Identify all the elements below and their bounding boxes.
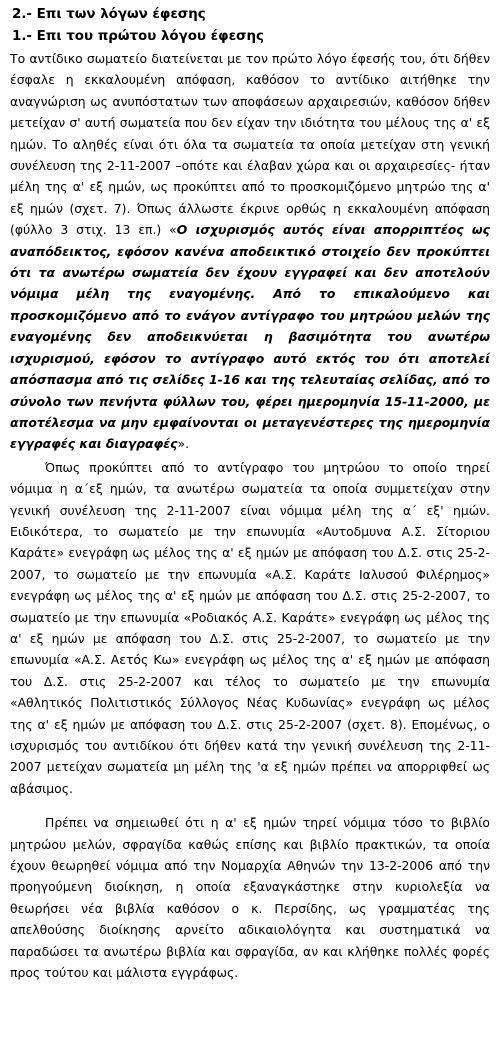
paragraph-books-note: Πρέπει να σημειωθεί ότι η α' εξ ημών τηρεί νόμιμα τόσο το βιβλίο μητρώου μελών, σφραγίδα καθώς επίσης και βιβλίο πρακτικών, τα οποία έχουν θεωρηθεί νόμιμα από την Νομαρχία Αθηνών την 13-2-2006 από την προηγούμενη διοίκηση, η οποία εξαναγκάστηκε στην κυριολεξία να θεωρήσει νέα βιβλία καθόσον ο κ. Περσίδης, ως γραμματέας της απελθούσης διοίκησης αρνείτο αδικαιολόγητα και συστηματικά να παραδώσει τα ανωτέρω βιβλία και σφραγίδα, αν και κλήθηκε πολλές φορές προς τούτου και μάλιστα εγγράφως.: [10, 815, 490, 981]
quote-close: ».: [177, 436, 190, 452]
paragraph-first-ground: [10, 48, 490, 455]
quoted-court-finding: Ο ισχυρισμός αυτός είναι απορριπτέος ως αναπόδεικτος, εφόσον κανένα αποδεικτικό στοιχείο δεν προκύπτει ότι τα ανωτέρω σωματεία δεν έχουν εγγραφεί και δεν αποτελούν νόμιμα μέλη της εναγομένης. Από το επικαλούμενο και προσκομιζόμενο από το ενάγον αντίγραφο του μητρώου μελών της εναγομένης δεν αποδεικνύεται η βασιμότητα του ανωτέρω ισχυρισμού, εφόσον το αντίγραφο αυτό εκτός του ότι αποτελεί απόσπασμα από τις σελίδες 1-16 και της τελευταίας σελίδας, από το σύνολο των πενήντα φύλλων του, φέρει ημερομηνία 15-11-2000, με αποτέλεσμα να μην εμφαίνονται οι μεταγενέστερες της ημερομηνία εγγραφές και διαγραφές: [10, 222, 490, 452]
paragraph-registry-evidence: Όπως προκύπτει από το αντίγραφο του μητρώου το οποίο τηρεί νόμιμα η α΄εξ ημών, τα ανωτέρω σωματεία τα οποία συμμετείχαν στην γενική συνέλευση της 2-11-2007 είναι νόμιμα μέλη της α΄ εξ' ημών. Ειδικότερα, το σωματείο με την επωνυμία «Αυτοδμυνα Α.Σ. Σίτοριου Καράτε» ενεγράφη ως μέλος της α' εξ ημών με απόφαση του Δ.Σ. στις 25-2-2007, το σωματείο με την επωνυμία «Α.Σ. Καράτε Ιαλυσού Φιλέρημος» ενεγράφη ως μέλος της α' εξ ημών με απόφαση του Δ.Σ. στις 25-2-2007, το σωματείο με την επωνυμία «Ροδιακός Α.Σ. Καράτε» ενεγράφη ως μέλος της α' εξ ημών με απόφαση του Δ.Σ. στις 25-2-2007, το σωματείο με την επωνυμία «Α.Σ. Αετός Κω» ενεγράφη ως μέλος της α' εξ ημών με απόφαση του Δ.Σ. στις 25-2-2007 και τέλος το σωματείο με την επωνυμία «Αθλητικός Πολιτιστικός Σύλλογος Νέας Κυδωνίας» ενεγράφη ως μέλος της α' εξ ημών με απόφαση του Δ.Σ. στις 25-2-2007 (σχετ. 8). Επομένως, ο ισχυρισμός του αντιδίκου ότι δήθεν κατά την γενική συνέλευση της 2-11-2007 μετείχαν σωματεία μη μέλη της 'α εξ ημών πρέπει να απορριφθεί ως αβάσιμος.: [10, 459, 490, 796]
paragraph-text: Το αντίδικο σωματείο διατείνεται με τον πρώτο λόγο έφεσής του, ότι δήθεν έσφαλε η εκκαλουμένη απόφαση, καθόσον το αντίδικο αιτήθηκε την αναγνώριση ως ανυπόστατων των αποφάσεων αρχαιρεσιών, καθόσον δήθεν μετείχαν σ' αυτή σωματεία που δεν είχαν την ιδιότητα του μέλους της α' εξ ημών. Το αληθές είναι ότι όλα τα σωματεία τα οποία μετείχαν στη γενική συνέλευση της 2-11-2007 –οπότε και έλαβαν χώρα και οι αρχαιρεσίες- ήταν μέλη της α' εξ ημών, ως προκύπτει από το προσκομιζόμενο μητρώο της α' εξ ημών (σχετ. 7). Όπως άλλωστε έκρινε ορθώς η εκκαλουμένη απόφαση (φύλλο 3 στιχ. 13 επ.) «: [10, 51, 490, 238]
section-heading: 2.- Επι των λόγων έφεσης: [12, 7, 206, 22]
subsection-heading: 1.- Επι του πρώτου λόγου έφεσης: [12, 29, 264, 44]
